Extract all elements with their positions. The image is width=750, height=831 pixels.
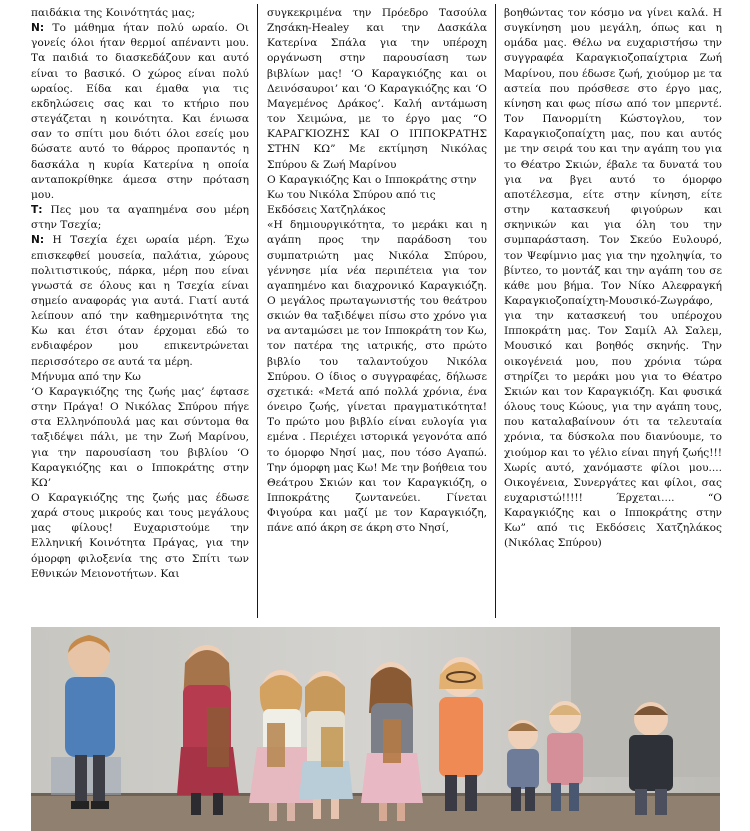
- child-figure-4: [299, 671, 353, 819]
- paragraph-text: [504, 6, 722, 552]
- paragraph-text: Ο Καραγκιόζης Και ο Ιπποκράτης στην Κω του Νικόλα Σπύρου από τις Εκδόσεις Χατζηλάκος: [267, 173, 477, 217]
- article-column-1: [31, 6, 249, 582]
- paragraph-qa: [31, 21, 249, 203]
- paragraph-text: Πες μου τα αγαπημένα σου μέρη στην Τσεχία;: [31, 204, 249, 232]
- paragraph-text: ‘Ο Καραγκιόζης της ζωής μας’ έφτασε στην Πράγα! Ο Νικόλας Σπύρου πήγε στα Ελληνόπουλά μας και σύντομα θα ταξιδέψει πάλι, με την Ζωή Μαρίνου, για την παρουσίαση του βιβλίου ‘Ο Καραγκιόζης και ο Ιπποκράτης στην ΚΩ’: [31, 385, 249, 489]
- speaker-label: Ν:: [31, 234, 45, 247]
- speaker-label: Ν:: [31, 22, 45, 35]
- children-puppets-photo: [31, 627, 720, 831]
- paragraph-text: βοηθώντας τον κόσμο να γίνει καλά. Η συγκίνηση μου μεγάλη, όπως και η ομάδα μας. Θέλω να ευχαριστήσω την συγγραφέα Καραγκιοζοπαίχτρια Ζωή Μαρίνου, που έδωσε ζωή, χιούμορ με τα αστεία που πρόσθεσε στο έργο μας, κίνηση και φως πίσω από τον μπερντέ. Τον Πανορμίτη Κώστογλου, τον Καραγκιοζοπαίχτη μας, που και αυτός με την σειρά του και την αγάπη του για το Θέατρο Σκιών, έβαλε τα δυνατά του για να βγει αυτό το όμορφο αποτέλεσμα, είτε στην κίνηση, είτε στην κατασκευή φιγούρων και σκηνικών και για όλη του την συμπαράσταση. Τον Σκεύο Ευλουρό, τον Ψεφίμνιο μας για την ηχοληψία, το βίντεο, το μοντάζ και την αγάπη του σε κάθε μου βήμα. Τον Νίκο Αλεφραγκή Καραγκιοζοπαίχτη-Μουσικό-Ζωγράφο, για την κατασκευή του υπέροχου Ιπποκράτη μας. Τον Σαμίλ Αλ Σαλεμ, Μουσικό και βοηθός σκηνής. Την οικογένειά μου, που χρόνια τώρα στηρίζει το μεράκι μου για το Θέατρο Σκιών και τον Καραγκιόζη. Και φυσικά όλους τους Κώους, για την αγάπη τους, που καταλαβαίνουν ότι τα τελευταία χρόνια, τα δύσκολα που διανύουμε, το χιούμορ και το γέλιο είναι πηγή ζωής!!! Χωρίς αυτό, χανόμαστε φίλοι μου.... Οικογένεια, Συνεργάτες και φίλοι, σας ευχαριστώ!!!!! Έρχεται.... “Ο Καραγκιόζης και ο Ιπποκράτης στην Κω” από τις Εκδόσεις Χατζηλάκος (Νικόλας Σπύρου): [504, 7, 722, 550]
- speaker-label: Τ:: [31, 204, 43, 217]
- paragraph-qa: [31, 233, 249, 369]
- column-divider: [257, 4, 258, 618]
- column-divider: [495, 4, 496, 618]
- paragraph-text: [267, 218, 487, 536]
- paragraph-text: Το μάθημα ήταν πολύ ωραίο. Οι γονείς όλοι ήταν θερμοί απέναντι μου. Τα παιδιά το διασκεδάζουν και αυτό είναι το βασικό. Ο χώρος είναι πολύ ωραίος. Είδα και έμαθα για τις εκδηλώσεις σας και το κτήριο που στεγάζεται η κοινότητα. Και ένιωσα σαν το σπίτι μου διότι όλοι εσείς μου δώσατε αυτό το θάρρος προπαντός η δασκάλα η κυρία Κατερίνα η οποία ανταποκρίθηκε άμεσα στην πρόταση μου.: [31, 22, 249, 201]
- paragraph-heading: [31, 370, 249, 385]
- paragraph-text: «Η δημιουργικότητα, το μεράκι και η αγάπη προς την παράδοση του συμπατριώτη μας Νικόλα Σπύρου, γέννησε μία νέα περιπέτεια για τον αγαπημένο και διαχρονικό Καραγκιόζη. Ο μεγάλος πρωταγωνιστής του θεάτρου σκιών θα ταξιδέψει πίσω στο χρόνο για να ανταμώσει με τον Ιπποκράτη τον Κω, τον πατέρα της ιατρικής, στο πρώτο βιβλίο του ταλαντούχου Νικόλα Σπύρου. Ο ίδιος ο συγγραφέας, δήλωσε σχετικά: «Μετά από πολλά χρόνια, ένα όνειρο ζωής, γίνεται πραγματικότητα! Το πρώτο μου βιβλίο είναι ευλογία για εμένα . Περιέχει ιστορικά γεγονότα από το όμορφο Νησί μας, που τόσο Αγαπώ. Την όμορφη μας Κω! Με την βοήθεια του Θεάτρου Σκιών και τον Καραγκιόζη, ο Ιπποκράτης ζωντανεύει. Γίνεται Φιγούρα και μαζί με τον Καραγκιόζη, πάνε από άκρη σε άκρη στο Νησί,: [267, 219, 487, 535]
- paragraph-text: Ο Καραγκιόζης της ζωής μας έδωσε χαρά στους μικρούς και τους μεγάλους μας φίλους! Ευχαριστούμε την Ελληνική Κοινότητα Πράγας, για την όμορφη φιλοξενία της στο Σπίτι των Εθνικών Μειονοτήτων. Και: [31, 492, 249, 580]
- article-column-2: [267, 6, 487, 536]
- article-column-3: [504, 6, 722, 552]
- paragraph-text: [31, 491, 249, 582]
- paragraph-heading: [267, 173, 487, 218]
- paragraph-text: παιδάκια της Κοινότητάς μας;: [31, 7, 195, 19]
- paragraph-text: [31, 385, 249, 491]
- paragraph-text: Μήνυμα από την Κω: [31, 370, 141, 383]
- paragraph-text: [31, 6, 249, 21]
- paragraph-text: Η Τσεχία έχει ωραία μέρη. Έχω επισκεφθεί μουσεία, παλάτια, χώρους πολιτιστικούς, πάρκα, μέρη που είναι γνωστά σε όλους και η Τσεχία είναι σημείο αναφοράς για αυτά. Γιατί αυτά λείπουν από την καθημερινότητα της Κω και έτσι όταν έρχομαι εδώ το ενδιαφέρον μου επικεντρώνεται περισσότερο σε αυτά τα μέρη.: [31, 234, 250, 368]
- paragraph-qa: [31, 203, 249, 233]
- paragraph-text: [267, 6, 487, 173]
- paragraph-text: συγκεκριμένα την Πρόεδρο Τασούλα Ζησάκη-Healey και την Δασκάλα Κατερίνα Σπάλα για την υπέροχη οργάνωση στην παρουσίαση των βιβλίων μας! ‘Ο Καραγκιόζης και οι Δεινόσαυροι’ και ‘Ο Καραγκιόζης και ‘Ο Μαγεμένος Δράκος’. Καλή αντάμωση τον Χειμώνα, με το έργο μας “Ο ΚΑΡΑΓΚΙΟΖΗΣ ΚΑΙ Ο ΙΠΠΟΚΡΑΤΗΣ ΣΤΗΝ ΚΩ” Με εκτίμηση Νικόλας Σπύρου & Ζωή Μαρίνου: [267, 7, 487, 171]
